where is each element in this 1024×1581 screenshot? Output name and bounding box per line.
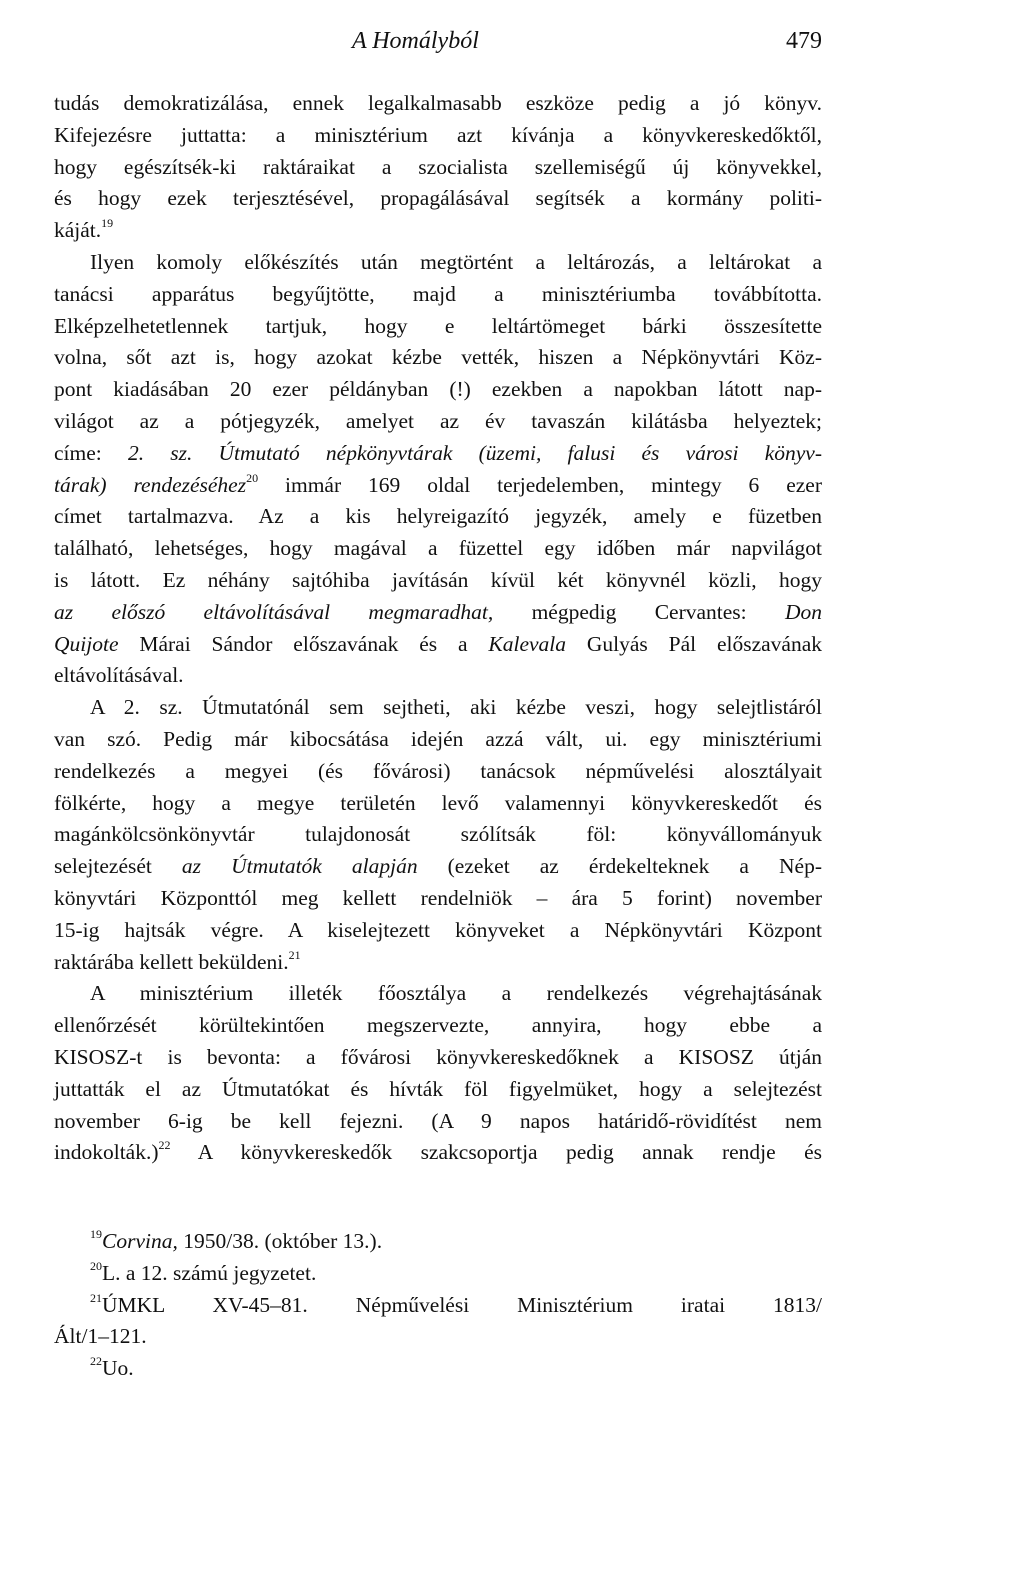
body-text: [54, 88, 822, 1169]
page-number: 479: [786, 28, 822, 54]
text-line: [54, 374, 822, 406]
text-run: is látott. Ez néhány sajtóhiba javításán kívül két könyvnél közli, hogy: [54, 567, 822, 592]
text-line: [54, 501, 822, 533]
text-line: [54, 692, 822, 724]
text-run: raktárába kellett beküldeni.: [54, 949, 289, 974]
text-run: A könyvkereskedők szakcsoportja pedig annak rendje és: [170, 1140, 822, 1165]
footnotes: [54, 1226, 822, 1385]
text-line: [54, 597, 822, 629]
text-line: [54, 470, 822, 502]
text-run: (ezeket az érdekelteknek a Nép-: [417, 854, 822, 879]
text-line: [54, 629, 822, 661]
text-run: Ált/1–121.: [54, 1324, 147, 1349]
text-line: [54, 1106, 822, 1138]
text-line: [54, 1137, 822, 1169]
text-run: indokolták.): [54, 1140, 159, 1165]
text-line: [54, 342, 822, 374]
text-line: [54, 1010, 822, 1042]
text-run: Gulyás Pál előszavának: [566, 631, 822, 656]
text-run: A 2. sz. Útmutatónál sem sejtheti, aki kézbe veszi, hogy selejtlistáról: [90, 695, 822, 720]
text-line: [54, 279, 822, 311]
text-line: [54, 152, 822, 184]
text-run: 1950/38. (október 13.).: [177, 1229, 383, 1253]
text-line: [54, 788, 822, 820]
text-run: Uo.: [102, 1356, 134, 1381]
text-line: [54, 724, 822, 756]
text-run: selejtezését: [54, 854, 182, 879]
footnote-reference: 19: [101, 216, 114, 231]
text-line: [54, 247, 822, 279]
text-line: [54, 883, 822, 915]
text-run: Elképzelhetetlennek tartjuk, hogy e leltártömeget bárki összesítette: [54, 313, 822, 338]
text-line: [54, 819, 822, 851]
text-run: káját.: [54, 218, 102, 243]
footnote: [54, 1321, 822, 1353]
text-run: tanácsi apparátus begyűjtötte, majd a minisztériumba továbbította.: [54, 281, 822, 306]
italic-text: az előszó eltávolításával megmaradhat,: [54, 599, 494, 624]
italic-text: Quijote: [54, 631, 119, 656]
text-run: juttatták el az Útmutatókat és hívták föl figyelmüket, hogy a selejtezést: [54, 1076, 822, 1101]
text-run: eltávolításával.: [54, 663, 184, 688]
text-run: magánkölcsönkönyvtár tulajdonosát szólítsák föl: könyvállományuk: [54, 822, 822, 847]
footnote-reference: 22: [158, 1138, 171, 1153]
footnote-reference: 20: [246, 470, 259, 485]
italic-text: Don: [784, 599, 822, 624]
text-run: található, lehetséges, hogy magával a füzettel egy időben már napvilágot: [54, 536, 822, 561]
italic-text: Corvina,: [102, 1229, 178, 1253]
text-run: november 6-ig be kell fejezni. (A 9 napos határidő-rövidítést nem: [54, 1108, 822, 1133]
text-line: [54, 88, 822, 120]
text-line: [54, 120, 822, 152]
text-run: immár 169 oldal terjedelemben, mintegy 6 ezer: [258, 472, 822, 497]
text-run: A minisztérium illeték főosztálya a rendelkezés végrehajtásának: [90, 981, 822, 1006]
footnote-number: 20: [90, 1258, 102, 1273]
italic-text: Kalevala: [488, 631, 566, 656]
text-run: címet tartalmazva. Az a kis helyreigazító jegyzék, amely e füzetben: [54, 504, 822, 529]
footnote-number: 22: [90, 1354, 102, 1369]
text-run: mégpedig Cervantes:: [493, 599, 785, 624]
text-run: van szó. Pedig már kibocsátása idején azzá vált, ui. egy minisztériumi: [54, 726, 822, 751]
text-line: [54, 533, 822, 565]
footnote-number: 21: [90, 1290, 102, 1305]
footnote-number: 19: [90, 1227, 102, 1241]
text-run: rendelkezés a megyei (és fővárosi) tanácsok népművelési alosztályait: [54, 758, 822, 783]
text-line: [54, 947, 822, 979]
running-head: [352, 28, 822, 60]
italic-text: tárak) rendezéséhez: [54, 472, 247, 497]
text-run: címe:: [54, 440, 128, 465]
text-run: Márai Sándor előszavának és a: [118, 631, 489, 656]
running-head-title: A Homályból: [352, 28, 479, 54]
footnote: [54, 1258, 822, 1290]
text-run: volna, sőt azt is, hogy azokat kézbe vették, hiszen a Népkönyvtári Köz-: [54, 345, 822, 370]
text-run: világot az a pótjegyzék, amelyet az év tavaszán kilátásba helyeztek;: [54, 408, 822, 433]
text-run: L. a 12. számú jegyzetet.: [102, 1260, 317, 1285]
text-line: [54, 978, 822, 1010]
text-line: [54, 851, 822, 883]
text-line: [54, 406, 822, 438]
text-line: [54, 915, 822, 947]
text-line: [54, 1042, 822, 1074]
text-run: tudás demokratizálása, ennek legalkalmasabb eszköze pedig a jó könyv.: [54, 91, 822, 115]
text-line: [54, 565, 822, 597]
text-line: [54, 183, 822, 215]
text-run: ÚMKL XV-45–81. Népművelési Minisztérium iratai 1813/: [102, 1292, 822, 1317]
footnote: [54, 1290, 822, 1322]
footnote: [54, 1226, 822, 1258]
text-run: fölkérte, hogy a megye területén levő valamennyi könyvkereskedőt és: [54, 790, 822, 815]
italic-text: az Útmutatók alapján: [181, 854, 418, 879]
footnote: [54, 1353, 822, 1385]
text-line: [54, 1074, 822, 1106]
text-run: KISOSZ-t is bevonta: a fővárosi könyvkereskedőknek a KISOSZ útján: [54, 1044, 822, 1069]
text-run: és hogy ezek terjesztésével, propagálásával segítsék a kormány politi-: [54, 186, 822, 211]
text-line: [54, 438, 822, 470]
footnote-reference: 21: [288, 947, 301, 962]
text-line: [54, 215, 822, 247]
text-run: hogy egészítsék-ki raktáraikat a szocialista szellemiségű új könyvekkel,: [54, 154, 822, 179]
text-line: [54, 311, 822, 343]
italic-text: 2. sz. Útmutató népkönyvtárak (üzemi, falusi és városi könyv-: [127, 440, 822, 465]
text-run: Kifejezésre juttatta: a minisztérium azt kívánja a könyvkereskedőktől,: [54, 122, 822, 147]
text-line: [54, 756, 822, 788]
text-run: pont kiadásában 20 ezer példányban (!) ezekben a napokban látott nap-: [54, 377, 822, 402]
text-line: [54, 660, 822, 692]
text-run: ellenőrzését körültekintően megszervezte, annyira, hogy ebbe a: [54, 1013, 822, 1038]
text-run: 15-ig hajtsák végre. A kiselejtezett könyveket a Népkönyvtári Központ: [54, 917, 822, 942]
text-run: Ilyen komoly előkészítés után megtörtént a leltározás, a leltárokat a: [90, 249, 822, 274]
text-run: könyvtári Központtól meg kellett rendelniök – ára 5 forint) november: [54, 885, 822, 910]
